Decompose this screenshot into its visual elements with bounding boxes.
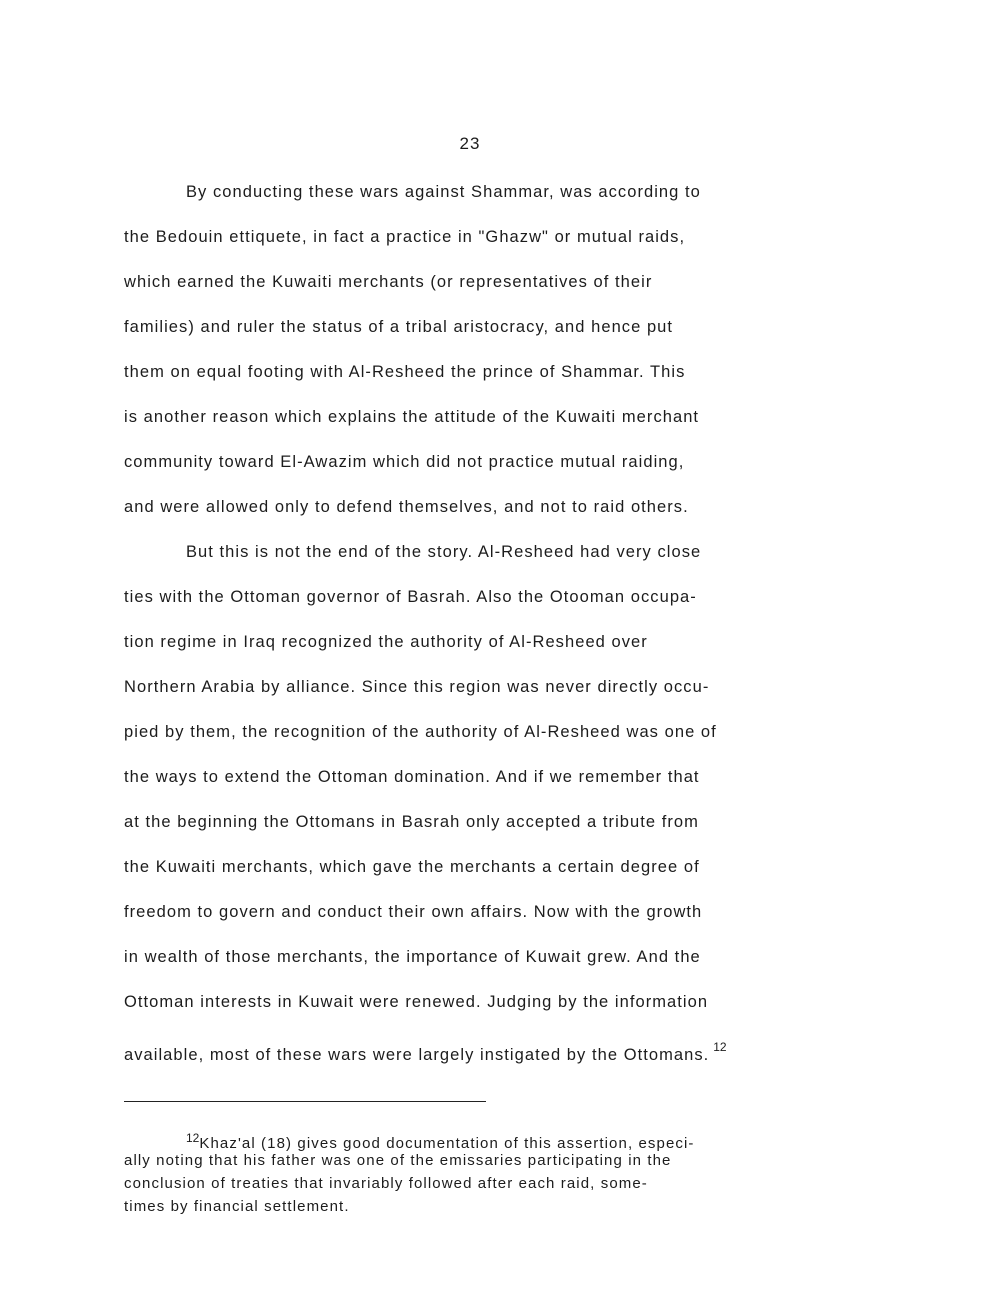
body-line: them on equal footing with Al-Resheed the prince of Shammar. This — [124, 363, 686, 381]
body-line: the Kuwaiti merchants, which gave the merchants a certain degree of — [124, 858, 700, 876]
footnote-reference: 12 — [713, 1040, 727, 1054]
body-line: in wealth of those merchants, the importance of Kuwait grew. And the — [124, 948, 701, 966]
body-line: tion regime in Iraq recognized the authority of Al-Resheed over — [124, 633, 648, 651]
footnote-marker: 12 — [186, 1131, 200, 1145]
body-line: freedom to govern and conduct their own affairs. Now with the growth — [124, 903, 703, 921]
body-line: families) and ruler the status of a tribal aristocracy, and hence put — [124, 318, 674, 336]
body-line: the ways to extend the Ottoman domination. And if we remember that — [124, 768, 700, 786]
body-line: the Bedouin ettiquete, in fact a practice in "Ghazw" or mutual raids, — [124, 228, 686, 246]
body-line-text: available, most of these wars were largely instigated by the Ottomans. — [124, 1046, 710, 1064]
body-line: Northern Arabia by alliance. Since this region was never directly occu- — [124, 678, 710, 696]
body-line: ties with the Ottoman governor of Basrah. Also the Otooman occupa- — [124, 588, 697, 606]
body-line: Ottoman interests in Kuwait were renewed. Judging by the information — [124, 993, 709, 1011]
body-line: pied by them, the recognition of the authority of Al-Resheed was one of — [124, 723, 717, 741]
footnote-line: ally noting that his father was one of the emissaries participating in the — [124, 1152, 672, 1169]
body-line: But this is not the end of the story. Al-Resheed had very close — [186, 543, 702, 561]
footnote-divider — [124, 1101, 486, 1102]
body-line: which earned the Kuwaiti merchants (or representatives of their — [124, 273, 653, 291]
footnote-text: Khaz'al (18) gives good documentation of this assertion, especi- — [199, 1135, 695, 1152]
footnote-line: conclusion of treaties that invariably followed after each raid, some- — [124, 1175, 648, 1192]
body-line: at the beginning the Ottomans in Basrah only accepted a tribute from — [124, 813, 699, 831]
footnote-line: times by financial settlement. — [124, 1198, 350, 1215]
body-line: and were allowed only to defend themselves, and not to raid others. — [124, 498, 689, 516]
body-line-last — [124, 1036, 727, 1066]
body-line: is another reason which explains the attitude of the Kuwaiti merchant — [124, 408, 700, 426]
body-line: By conducting these wars against Shammar, was according to — [186, 183, 701, 201]
page-number: 23 — [459, 134, 481, 153]
body-line: community toward El-Awazim which did not practice mutual raiding, — [124, 453, 685, 471]
